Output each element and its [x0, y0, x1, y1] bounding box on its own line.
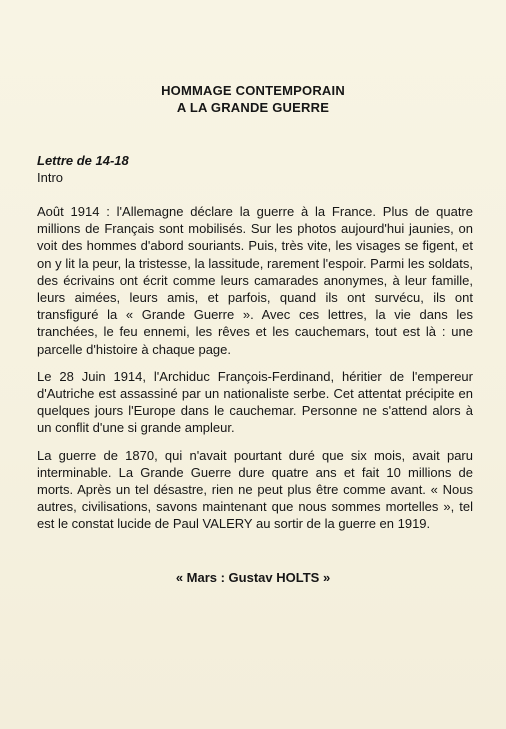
letter-heading: [37, 152, 129, 186]
signature-title: « Mars : Gustav HOLTS »: [175, 570, 331, 585]
paragraph-1: Août 1914 : l'Allemagne déclare la guerre à la France. Plus de quatre millions de Français sont mobilisés. Sur les photos aujourd'hui jaunies, on voit des hommes d'abord souriants. Puis, très vite, les visages se figent, et on y lit la peur, la tristesse, la lassitude, rarement l'espoir. Parmi les soldats, des écrivains ont écrit comme leurs camarades anonymes, à leur famille, leurs aimées, leurs amis, et parfois, quand ils ont survécu, ils ont transfiguré la « Grande Guerre ». Avec ces lettres, la vie dans les tranchées, le feu ennemi, les rêves et les cauchemars, tout est là : une parcelle d'histoire à chaque page.: [37, 204, 473, 357]
title-line-2: A LA GRANDE GUERRE: [176, 100, 330, 115]
body-text: [37, 203, 473, 543]
title-line-1: HOMMAGE CONTEMPORAIN: [161, 83, 345, 98]
letter-subtitle: Lettre de 14-18: [37, 153, 129, 168]
paragraph-2: Le 28 Juin 1914, l'Archiduc François-Ferdinand, héritier de l'empereur d'Autriche est assassiné par un nationaliste serbe. Cet attentat précipite en quelques jours l'Europe dans le cauchemar. Personne ne s'attend alors à un conflit d'une si grande ampleur.: [37, 368, 473, 436]
intro-label: Intro: [37, 170, 64, 185]
paragraph-3: La guerre de 1870, qui n'avait pourtant duré que six mois, avait paru interminable. La Grande Guerre dure quatre ans et fait 10 millions de morts. Après un tel désastre, rien ne peut plus être comme avant. « Nous autres, civilisations, savons maintenant que nous sommes mortelles », tel est le constat lucide de Paul VALERY au sortir de la guerre en 1919.: [37, 447, 473, 532]
page-title: [0, 82, 506, 116]
